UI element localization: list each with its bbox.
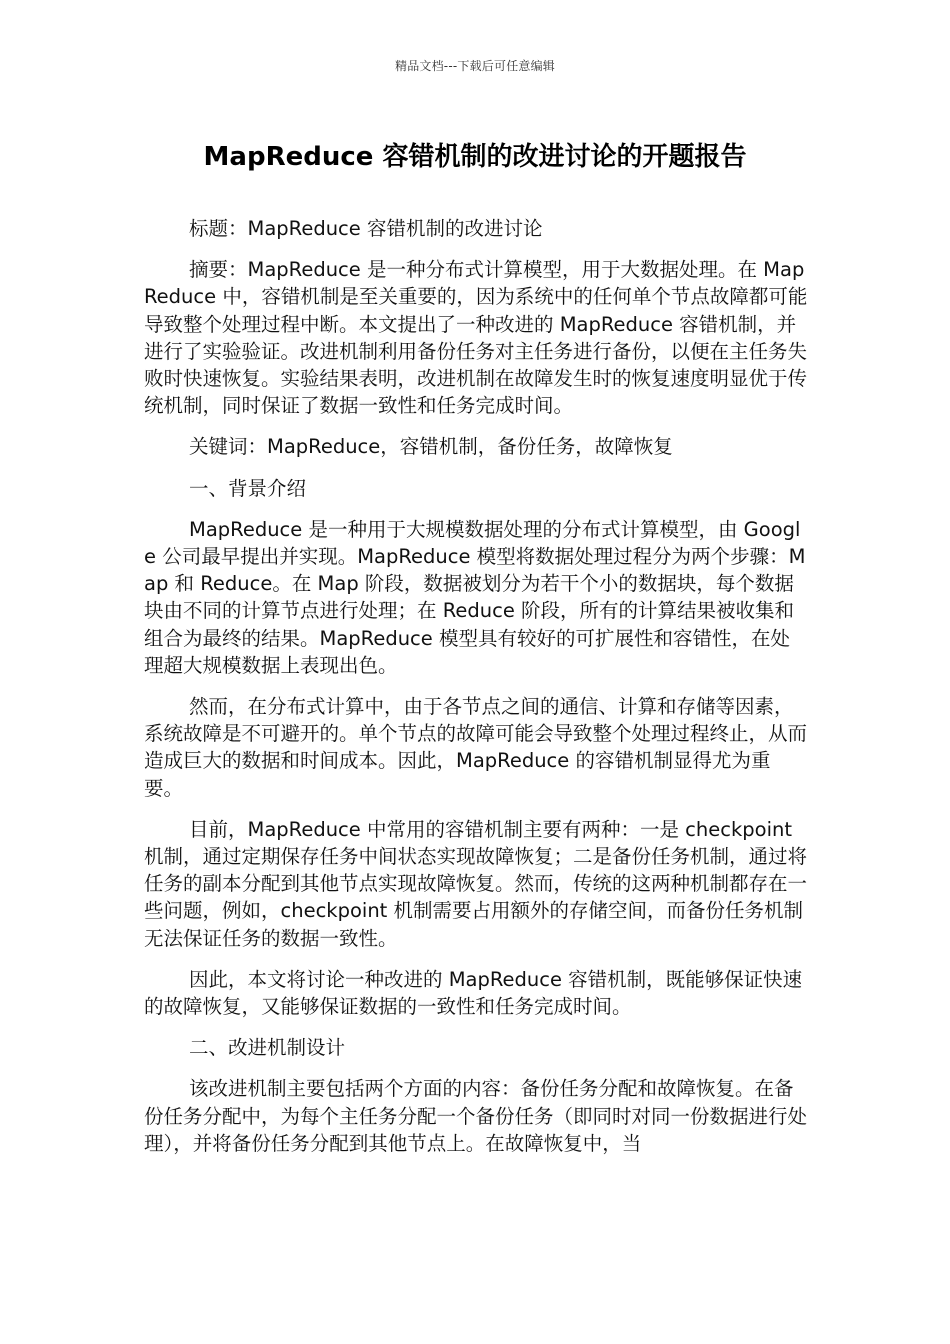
abstract-paragraph: 摘要：MapReduce 是一种分布式计算模型，用于大数据处理。在 MapReduce 中，容错机制是至关重要的，因为系统中的任何单个节点故障都可能导致整个处理过程中断。本文提出了一种改进的 MapReduce 容错机制，并进行了实验验证。改进机制利用备份任务对主任务进行备份，以便在主任务失败时快速恢复。实验结果表明，改进机制在故障发生时的恢复速度明显优于传统机制，同时保证了数据一致性和任务完成时间。 — [144, 258, 808, 418]
title-line: 标题：MapReduce 容错机制的改进讨论 — [189, 217, 543, 240]
body-paragraph: MapReduce 是一种用于大规模数据处理的分布式计算模型，由 Google 公司最早提出并实现。MapReduce 模型将数据处理过程分为两个步骤：Map 和 Reduce。在 Map 阶段，数据被划分为若干个小的数据块，每个数据块由不同的计算节点进行处理；在 Reduce 阶段，所有的计算结果被收集和组合为最终的结果。MapReduce 模型具有较好的可扩展性和容错性，在处理超大规模数据上表现出色。 — [144, 517, 806, 677]
document-body — [144, 215, 809, 1171]
document-title: MapReduce 容错机制的改进讨论的开题报告 — [203, 142, 747, 172]
section-heading-design: 二、改进机制设计 — [189, 1036, 346, 1060]
body-paragraph: 目前，MapReduce 中常用的容错机制主要有两种：一是 checkpoint 机制，通过定期保存任务中间状态实现故障恢复；二是备份任务机制，通过将任务的副本分配到其他节点实现故障恢复。然而，传统的这两种机制都存在一些问题，例如，checkpoint 机制需要占用额外的存储空间，而备份任务机制无法保证任务的数据一致性。 — [144, 817, 808, 950]
section-heading-background: 一、背景介绍 — [189, 476, 307, 500]
body-paragraph: 然而，在分布式计算中，由于各节点之间的通信、计算和存储等因素，系统故障是不可避开的。单个节点的故障可能会导致整个处理过程终止，从而造成巨大的数据和时间成本。因此，MapReduce 的容错机制显得尤为重要。 — [144, 695, 808, 800]
keywords-line: 关键词：MapReduce，容错机制，备份任务，故障恢复 — [189, 435, 673, 459]
body-paragraph: 该改进机制主要包括两个方面的内容：备份任务分配和故障恢复。在备份任务分配中，为每个主任务分配一个备份任务（即同时对同一份数据进行处理），并将备份任务分配到其他节点上。在故障恢复中，当 — [144, 1077, 808, 1155]
body-paragraph: 因此，本文将讨论一种改进的 MapReduce 容错机制，既能够保证快速的故障恢复，又能够保证数据的一致性和任务完成时间。 — [144, 967, 803, 1019]
page-header: 精品文档---下载后可任意编辑 — [395, 59, 555, 73]
